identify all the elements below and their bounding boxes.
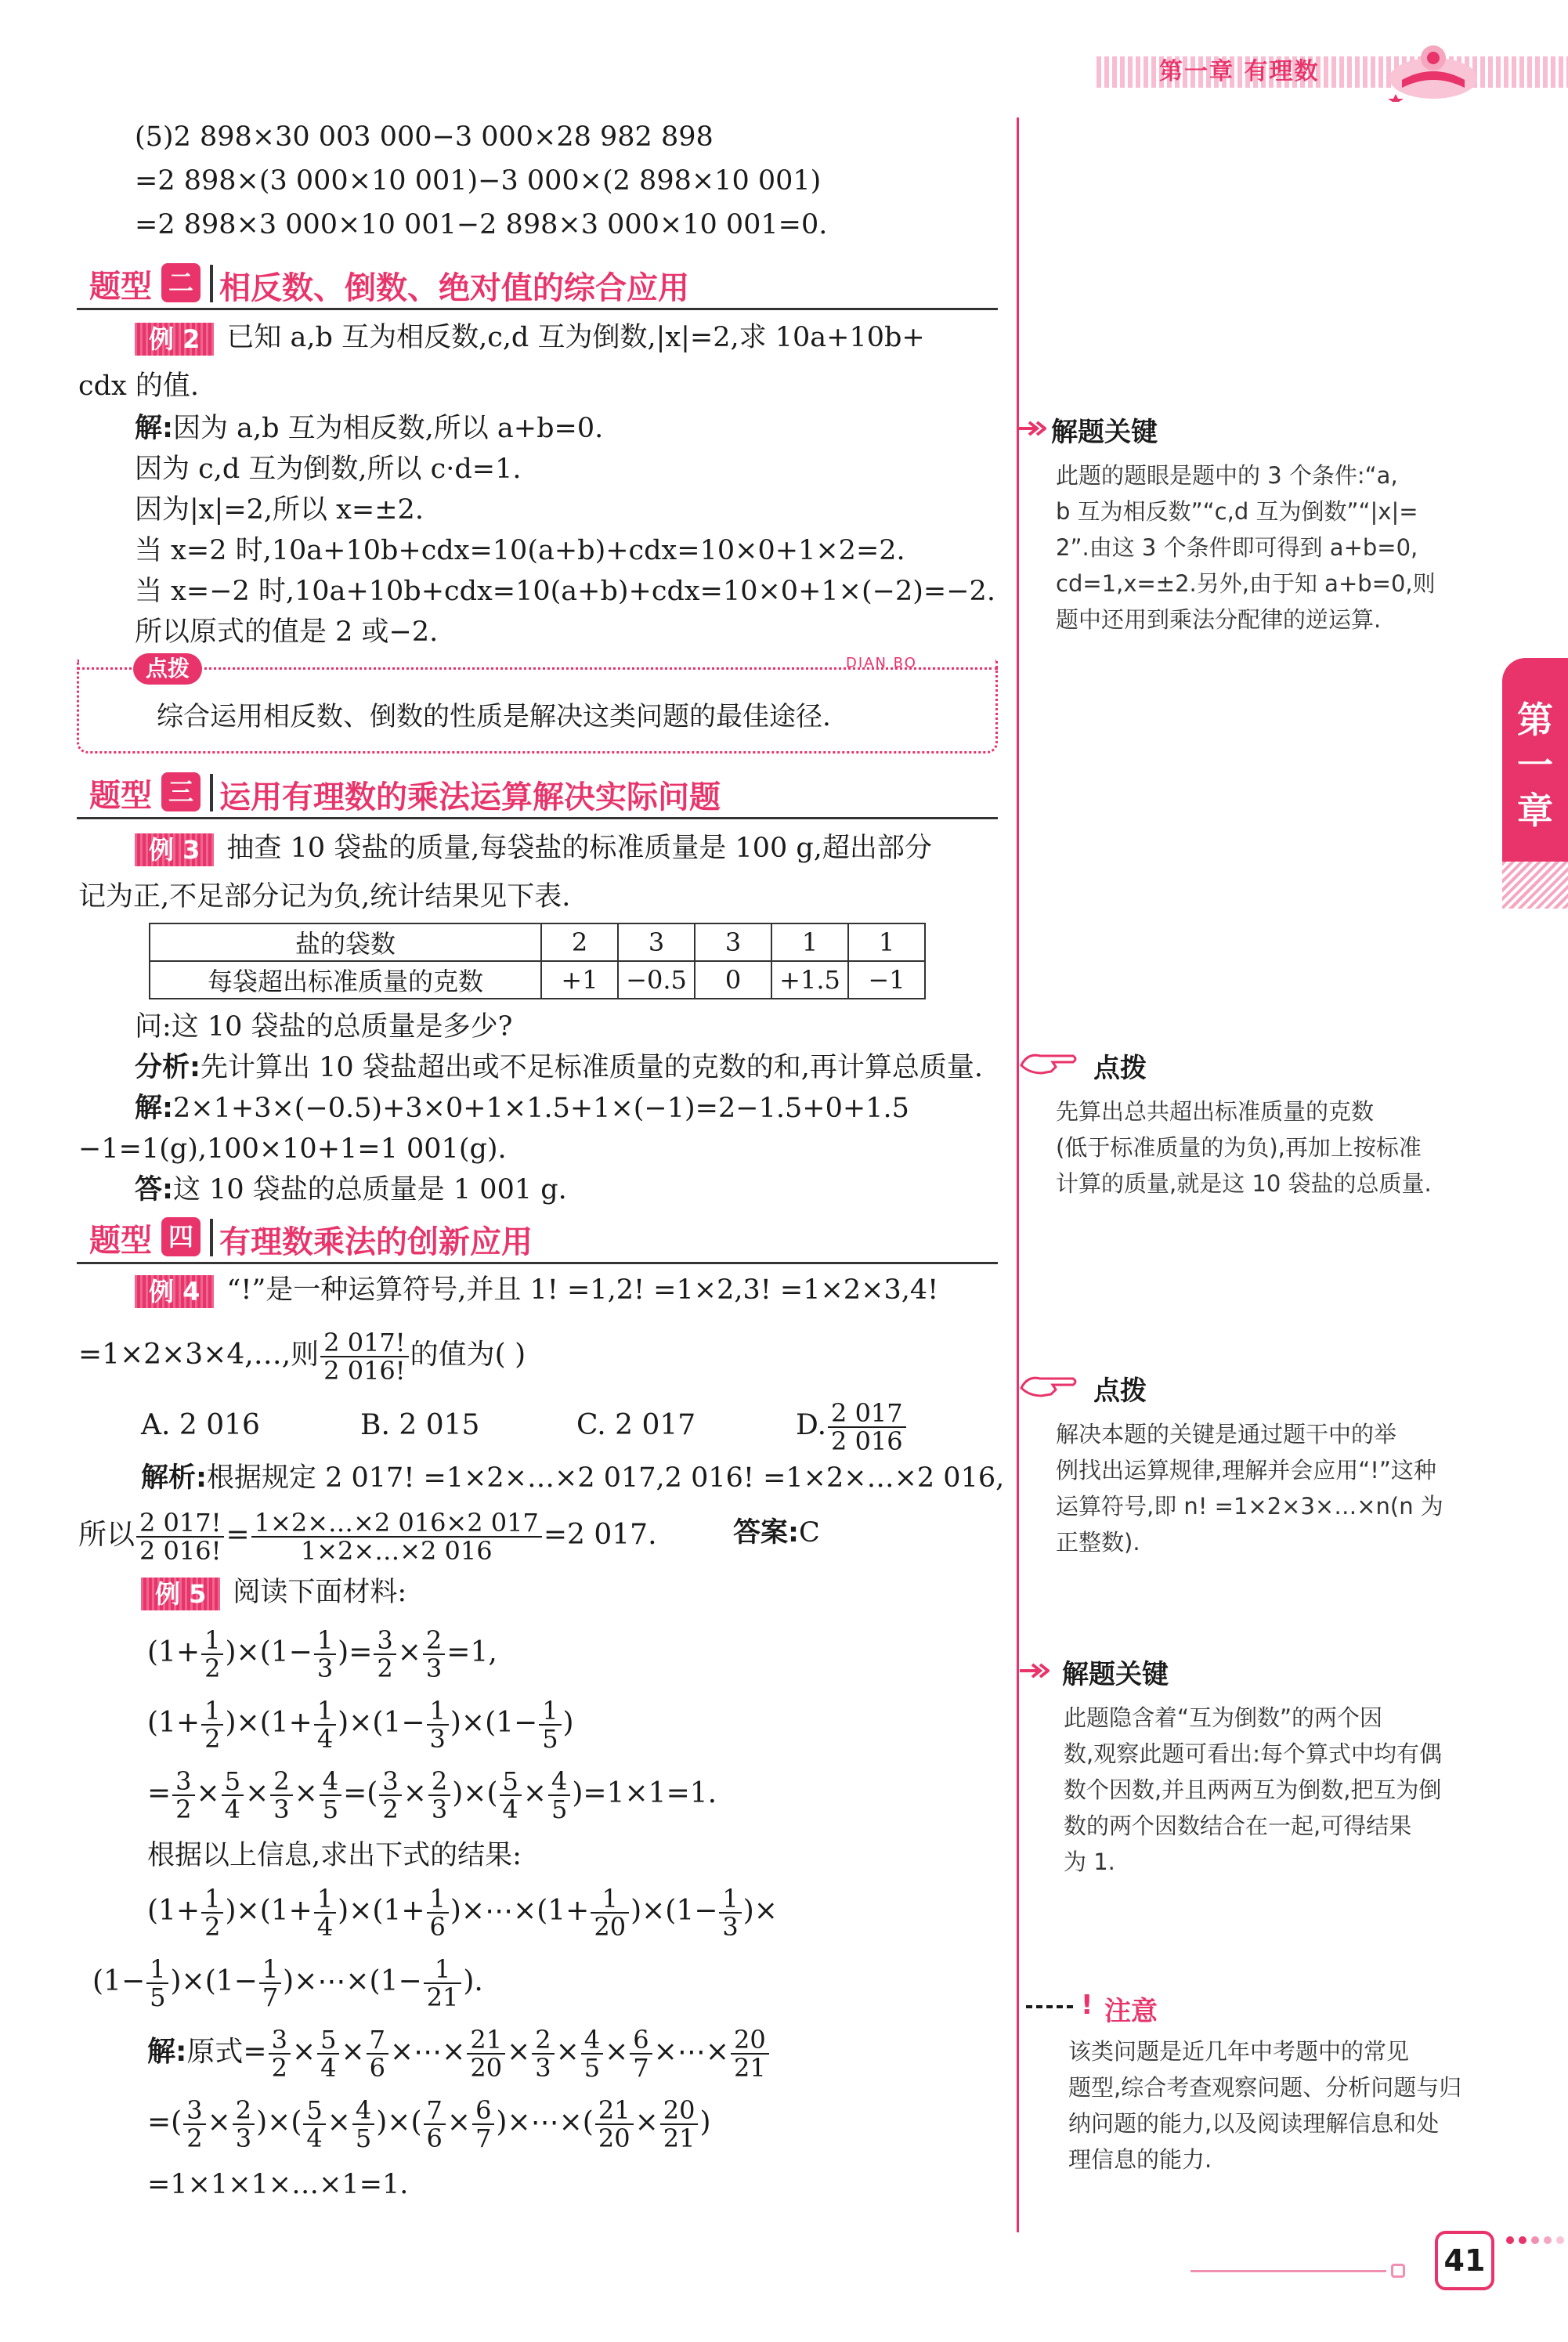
option-c: C. 2 017 <box>576 1409 696 1441</box>
table-cell: +1 <box>541 961 618 999</box>
section-title: 运用有理数的乘法运算解决实际问题 <box>219 779 721 815</box>
section-label: 题型 <box>89 1223 152 1259</box>
example2-line-4: 因为 c,d 互为倒数,所以 c·d=1. <box>135 454 522 485</box>
table-header-cell: 每袋超出标准质量的克数 <box>150 961 541 999</box>
pointing-hand-icon <box>1018 1042 1081 1081</box>
table-cell: 3 <box>618 923 695 961</box>
example5-eq-5: (1− $\frac{1}{5}$ )×(1− $\frac{1}{7}$ )×⋯×(1− $\frac{1}{21}$ ). <box>92 1954 483 2012</box>
example2-line-3 <box>135 410 603 446</box>
example2-line-2: cdx 的值. <box>78 370 199 402</box>
example5-final: =1×1×1×…×1=1. <box>147 2169 409 2200</box>
result: =2 017. <box>543 1519 657 1551</box>
numerator: 2 017 <box>828 1400 906 1428</box>
example2-text-3: 因为 a,b 互为相反数,所以 a+b=0. <box>173 413 604 444</box>
section-rule <box>77 1262 998 1264</box>
example5-solution-1: 解:原式= $\frac{3}{2}$ × $\frac{5}{4}$ × $\frac{7}{6}$ ×⋯× $\frac{21}{20}$ × $\frac{2}{3}$ × $\frac{4}{5}$ × $\frac{6}{7}$ ×⋯× $\frac{20}{21}$ <box>147 2021 771 2084</box>
example5-info: 根据以上信息,求出下式的结果: <box>147 1840 522 1871</box>
chapter-tab[interactable] <box>1502 658 1568 893</box>
example3-solution-1 <box>135 1090 909 1126</box>
dianbo-english: DIAN BO <box>846 655 917 671</box>
footer-rule <box>1190 2270 1386 2272</box>
double-arrow-icon <box>1015 420 1046 437</box>
example3-answer <box>135 1172 567 1208</box>
table-cell: −1 <box>848 961 925 999</box>
table-cell: 1 <box>848 923 925 961</box>
option-d <box>796 1394 908 1457</box>
example4-line2-pre: =1×2×3×4,…,则 <box>78 1339 320 1371</box>
book-emblem-icon <box>1386 31 1480 102</box>
denominator: 2 016 <box>831 1426 903 1456</box>
option-b: B. 2 015 <box>360 1409 480 1441</box>
table-cell: +1.5 <box>771 961 848 999</box>
example3-line-2: 记为正,不足部分记为负,统计结果见下表. <box>78 881 571 913</box>
example5-solution-2: =( $\frac{3}{2}$ × $\frac{2}{3}$ )×( $\frac{5}{4}$ × $\frac{4}{5}$ )×( $\frac{7}{6}$ × $\frac{6}{7}$ )×⋯×( $\frac{21}{20}$ × $\frac{20}{21}$ ) <box>147 2095 711 2153</box>
section-title: 相反数、倒数、绝对值的综合应用 <box>219 270 689 306</box>
fraction <box>251 1509 542 1564</box>
section-label: 题型 <box>89 778 152 814</box>
example2-line-6: 当 x=2 时,10a+10b+cdx=10(a+b)+cdx=10×0+1×2=2. <box>135 535 905 566</box>
option-a: A. 2 016 <box>141 1409 260 1441</box>
example5-badge: 例 5 <box>141 1578 220 1610</box>
page-number: 41 <box>1435 2231 1494 2290</box>
section-number: 二 <box>161 263 201 302</box>
note-dash <box>1026 2005 1073 2008</box>
intro-line-3: =2 898×3 000×10 001−2 898×3 000×10 001=0. <box>135 209 828 240</box>
dianbo-tag: 点拨 <box>133 653 202 685</box>
sidebar-tip1-text: 先算出总共超出标准质量的克数 (低于标准质量的为负),再加上按标准 计算的质量,就是这 10 袋盐的总质量. <box>1056 1098 1432 1197</box>
example4-line-1 <box>135 1272 938 1308</box>
example3-badge: 例 3 <box>135 833 214 866</box>
table-cell: 2 <box>541 923 618 961</box>
intro-line-2: =2 898×(3 000×10 001)−3 000×(2 898×10 001) <box>135 165 822 197</box>
chapter-tab-line1: 第一 <box>1517 699 1553 786</box>
sidebar-note-title: 注意 <box>1104 1996 1158 2027</box>
note-exclaim-icon: ! <box>1081 1990 1093 2021</box>
sidebar-tip1-title: 点拨 <box>1093 1053 1147 1084</box>
example5-intro: 阅读下面材料: <box>233 1577 407 1608</box>
analysis-label: 分析: <box>135 1052 201 1083</box>
example3-analysis <box>135 1050 983 1086</box>
sidebar-key1-text: 此题的题眼是题中的 3 个条件:“a, b 互为相反数”“c,d 互为倒数”“|x|= 2”.由这 3 个条件即可得到 a+b=0, cd=1,x=±2.另外,由于知 a+b=0,则 题中还用到乘法分配律的逆运算. <box>1056 462 1436 633</box>
example4-text-1: “!”是一种运算符号,并且 1! =1,2! =1×2,3! =1×2×3,4! <box>226 1274 939 1306</box>
chapter-tab-line2: 章 <box>1517 790 1553 832</box>
sidebar-note-text: 该类问题是近几年中考题中的常见 题型,综合考查观察问题、分析问题与归 纳问题的能力,以及阅读理解信息和处 理信息的能力. <box>1068 2038 1462 2173</box>
example2-line-1 <box>135 320 925 356</box>
example5-line-1 <box>141 1574 406 1610</box>
answer-text: C <box>799 1517 820 1549</box>
fraction <box>136 1509 224 1564</box>
pointing-hand-icon <box>1018 1364 1081 1404</box>
table-cell: 0 <box>695 961 771 999</box>
solution-word: 原式 <box>186 2036 244 2068</box>
chapter-tab-stripes <box>1502 862 1568 909</box>
solution-text: 2×1+3×(−0.5)+3×0+1×1.5+1×(−1)=2−1.5+0+1.5 <box>173 1093 909 1124</box>
example2-line-5: 因为|x|=2,所以 x=±2. <box>135 494 424 526</box>
intro-line-1: (5)2 898×30 003 000−3 000×28 982 898 <box>135 121 714 153</box>
denominator: 1×2×…×2 016 <box>300 1536 493 1566</box>
section-label: 题型 <box>89 269 152 305</box>
analysis-text: 根据规定 2 017! =1×2×…×2 017,2 016! =1×2×…×2 016, <box>207 1462 1005 1494</box>
example2-badge: 例 2 <box>135 323 214 356</box>
double-arrow-icon <box>1018 1662 1050 1679</box>
dianbo-text: 综合运用相反数、倒数的性质是解决这类问题的最佳途径. <box>157 701 831 732</box>
chapter-header-title: 第一章 有理数 <box>1159 58 1320 85</box>
solution-label: 解: <box>147 2036 187 2068</box>
table-row <box>150 923 925 961</box>
sidebar-key2-text: 此题隐含着“互为倒数”的两个因 数,观察此题可看出:每个算式中均有偶 数个因数,并且两两互为倒数,把互为倒 数的两个因数结合在一起,可得结果 为 1. <box>1064 1704 1442 1875</box>
sidebar-tip2-title: 点拨 <box>1093 1375 1147 1407</box>
fraction <box>320 1329 408 1384</box>
salt-bags-table <box>149 923 926 999</box>
table-row <box>150 961 925 999</box>
section-bar <box>210 265 213 302</box>
sidebar-key2-title: 解题关键 <box>1062 1659 1169 1690</box>
answer-text: 这 10 袋盐的总质量是 1 001 g. <box>173 1174 567 1205</box>
numerator: 1×2×…×2 016×2 017 <box>251 1509 542 1538</box>
section-title: 有理数乘法的创新应用 <box>219 1224 533 1260</box>
solution-label: 解: <box>135 413 173 444</box>
table-cell: 3 <box>695 923 771 961</box>
footer-square <box>1391 2264 1405 2278</box>
example5-eq-4: (1+ $\frac{1}{2}$ )×(1+ $\frac{1}{4}$ )×(1+ $\frac{1}{6}$ )×⋯×(1+ $\frac{1}{20}$ )×(1− $\frac{1}{3}$ )× <box>147 1884 778 1942</box>
so-word: 所以 <box>78 1519 135 1551</box>
example5-eq-3: = $\frac{3}{2}$ × $\frac{5}{4}$ × $\frac{2}{3}$ × $\frac{4}{5}$ =( $\frac{3}{2}$ × $\frac{2}{3}$ )×( $\frac{5}{4}$ × $\frac{4}{5}$ )=1×1=1. <box>147 1766 717 1824</box>
table-cell: 1 <box>771 923 848 961</box>
example3-question: 问:这 10 袋盐的总质量是多少? <box>135 1011 513 1043</box>
example5-eq-1: (1+ $\frac{1}{2}$ )×(1− $\frac{1}{3}$ )= $\frac{3}{2}$ × $\frac{2}{3}$ =1, <box>147 1625 497 1683</box>
example3-text-1: 抽查 10 袋盐的质量,每袋盐的标准质量是 100 g,超出部分 <box>226 833 932 864</box>
example2-line-7: 当 x=−2 时,10a+10b+cdx=10(a+b)+cdx=10×0+1×(−2)=−2. <box>135 576 995 607</box>
example2-line-8: 所以原式的值是 2 或−2. <box>135 616 439 648</box>
section-rule <box>77 308 998 310</box>
section-bar <box>210 1219 213 1256</box>
section-number: 四 <box>161 1217 201 1256</box>
section-bar <box>210 774 213 811</box>
example4-line2-post: 的值为( ) <box>410 1339 526 1371</box>
section-header-2 <box>77 258 998 310</box>
example4-derivation: 所以 $\frac{2 017!}{2 016!}$ = $\frac{1\times 2\times\dots\times 2 016\times 2 017}{1\times 2\times\dots\times 2 016}$ =2 017. <box>78 1508 657 1566</box>
sidebar-key1-title: 解题关键 <box>1051 417 1158 448</box>
table-cell: −0.5 <box>618 961 695 999</box>
section-header-4 <box>77 1213 998 1264</box>
section-number: 三 <box>161 772 201 811</box>
answer-label: 答案: <box>733 1517 799 1549</box>
example4-answer <box>733 1515 820 1551</box>
sidebar-tip2-text: 解决本题的关键是通过题干中的举 例找出运算规律,理解并会应用“!”这种 运算符号,即 n! =1×2×3×…×n(n 为 正整数). <box>1056 1421 1443 1556</box>
table-header-cell: 盐的袋数 <box>150 923 541 961</box>
solution-label: 解: <box>135 1093 173 1124</box>
section-rule <box>77 817 998 819</box>
example4-analysis <box>141 1460 1004 1496</box>
section-header-3 <box>77 768 998 819</box>
numerator: 2 017! <box>136 1509 224 1538</box>
denominator: 2 016! <box>139 1536 222 1566</box>
example4-badge: 例 4 <box>135 1275 214 1308</box>
fraction <box>828 1400 906 1455</box>
footer-dots <box>1502 2231 1568 2254</box>
example4-line-2 <box>78 1324 526 1386</box>
analysis-text: 先计算出 10 袋盐超出或不足标准质量的克数的和,再计算总质量. <box>201 1052 984 1083</box>
analysis-label: 解析: <box>141 1462 207 1494</box>
example5-eq-2: (1+ $\frac{1}{2}$ )×(1+ $\frac{1}{4}$ )×(1− $\frac{1}{3}$ )×(1− $\frac{1}{5}$ ) <box>147 1696 574 1754</box>
example3-line-1 <box>135 830 932 866</box>
example3-solution-2: −1=1(g),100×10+1=1 001(g). <box>78 1133 507 1165</box>
answer-label: 答: <box>135 1174 173 1205</box>
option-d-label: D. <box>796 1409 827 1441</box>
numerator: 2 017! <box>320 1329 408 1357</box>
denominator: 2 016! <box>323 1356 406 1386</box>
example2-text-1: 已知 a,b 互为相反数,c,d 互为倒数,|x|=2,求 10a+10b+ <box>226 322 925 353</box>
